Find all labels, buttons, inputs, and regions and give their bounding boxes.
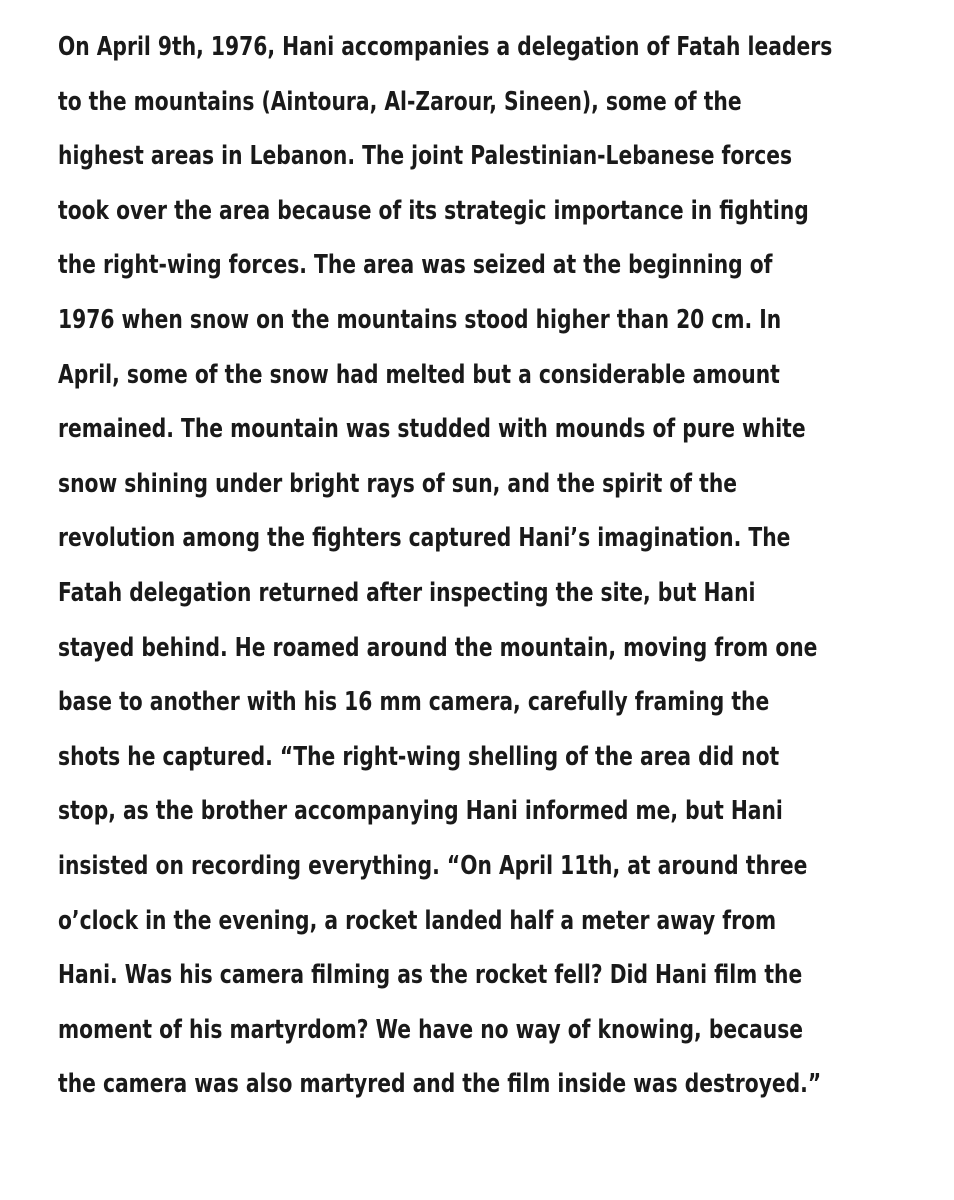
paragraph-line: o’clock in the evening, a rocket landed half a meter away from: [58, 905, 777, 936]
paragraph-line: Fatah delegation returned after inspecting the site, but Hani: [58, 577, 756, 608]
paragraph-line: revolution among the fighters captured Hani’s imagination. The: [58, 523, 791, 554]
paragraph-line: highest areas in Lebanon. The joint Palestinian-Lebanese forces: [58, 141, 793, 172]
paragraph-line: to the mountains (Aintoura, Al-Zarour, Sineen), some of the: [58, 86, 742, 117]
paragraph-line: took over the area because of its strategic importance in fighting: [58, 195, 809, 226]
paragraph-line: shots he captured. “The right-wing shelling of the area did not: [58, 741, 780, 772]
paragraph-line: stop, as the brother accompanying Hani informed me, but Hani: [58, 796, 783, 827]
paragraph-line: base to another with his 16 mm camera, carefully framing the: [58, 687, 770, 718]
body-paragraph: [58, 20, 938, 1112]
paragraph-line: moment of his martyrdom? We have no way of knowing, because: [58, 1014, 804, 1045]
paragraph-line: the camera was also martyred and the film inside was destroyed.”: [58, 1069, 822, 1100]
paragraph-line: remained. The mountain was studded with mounds of pure white: [58, 414, 806, 445]
paragraph-line: the right-wing forces. The area was seized at the beginning of: [58, 250, 773, 281]
paragraph-line: insisted on recording everything. “On April 11th, at around three: [58, 850, 808, 881]
paragraph-line: snow shining under bright rays of sun, and the spirit of the: [58, 468, 738, 499]
paragraph-line: 1976 when snow on the mountains stood higher than 20 cm. In: [58, 304, 782, 335]
paragraph-line: On April 9th, 1976, Hani accompanies a delegation of Fatah leaders: [58, 32, 833, 62]
paragraph-line: Hani. Was his camera filming as the rocket fell? Did Hani film the: [58, 960, 803, 991]
paragraph-line: stayed behind. He roamed around the mountain, moving from one: [58, 632, 818, 663]
paragraph-line: April, some of the snow had melted but a considerable amount: [58, 359, 780, 390]
